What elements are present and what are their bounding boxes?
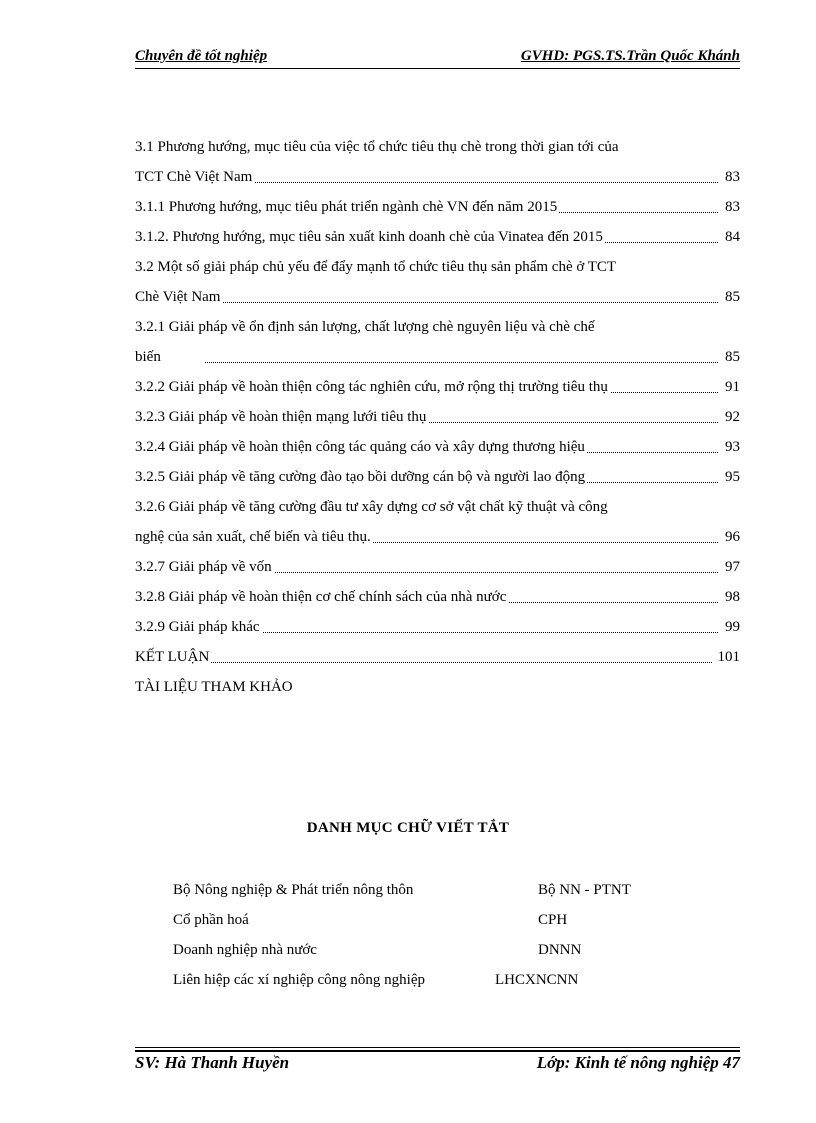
abbreviation-term: Bộ Nông nghiệp & Phát triển nông thôn [173, 882, 414, 898]
abbreviation-term: Liên hiệp các xí nghiệp công nông nghiệp [173, 972, 426, 988]
toc-page-number: 83 [719, 162, 740, 192]
abbreviation-row [173, 905, 673, 935]
abbreviation-term: Doanh nghiệp nhà nước [173, 942, 317, 958]
toc-line [135, 132, 740, 162]
toc-line-text: 3.2.4 Giải pháp về hoàn thiện công tác quảng cáo và xây dựng thương hiệu [135, 439, 585, 455]
toc-line-text: 3.2.9 Giải pháp khác [135, 619, 260, 635]
toc-line-text: 3.1.1 Phương hướng, mục tiêu phát triển ngành chè VN đến năm 2015 [135, 199, 558, 215]
abbreviations-list [173, 875, 673, 995]
toc-line [135, 552, 740, 582]
toc-line [135, 672, 740, 702]
toc-line [135, 432, 740, 462]
toc-page-number: 101 [712, 642, 741, 672]
toc-line-text: TÀI LIỆU THAM KHẢO [135, 679, 293, 695]
toc-line [135, 282, 740, 312]
header-rule [135, 68, 740, 69]
footer-class: Lớp: Kinh tế nông nghiệp 47 [536, 1053, 740, 1072]
toc-line-text: 3.2.1 Giải pháp về ổn định sản lượng, chất lượng chè nguyên liệu và chè chế [135, 312, 740, 342]
toc-line [135, 192, 740, 222]
abbreviation-short: LHCXNCNN [495, 972, 579, 988]
toc-line-text: 3.1 Phương hướng, mục tiêu của việc tổ chức tiêu thụ chè trong thời gian tới của [135, 132, 740, 162]
toc-page-number: 97 [719, 552, 740, 582]
toc-line-text: TCT Chè Việt Nam [135, 169, 253, 185]
toc-line-text: Chè Việt Nam [135, 289, 221, 305]
toc-line [135, 582, 740, 612]
toc-line [135, 162, 740, 192]
toc-line [135, 492, 740, 522]
toc-line [135, 372, 740, 402]
toc-line-text: biến [135, 349, 161, 365]
toc-line-text: 3.2.2 Giải pháp về hoàn thiện công tác nghiên cứu, mở rộng thị trường tiêu thụ [135, 379, 608, 395]
toc-page-number: 93 [719, 432, 740, 462]
toc-page-number: 83 [719, 192, 740, 222]
toc-line-text: 3.2.7 Giải pháp về vốn [135, 559, 272, 575]
footer-rule-thick [135, 1050, 740, 1052]
toc-page-number: 85 [719, 282, 740, 312]
toc-page-number: 84 [719, 222, 740, 252]
toc-line-text: 3.2.8 Giải pháp về hoàn thiện cơ chế chính sách của nhà nước [135, 589, 507, 605]
toc-page-number: 91 [719, 372, 740, 402]
toc-line-text: 3.2.5 Giải pháp về tăng cường đào tạo bồi dưỡng cán bộ và người lao động [135, 469, 586, 485]
toc-page-number: 95 [719, 462, 740, 492]
toc-line [135, 342, 740, 372]
abbreviation-short: Bộ NN - PTNT [538, 882, 631, 898]
toc-line-text: nghệ của sản xuất, chế biến và tiêu thụ. [135, 529, 371, 545]
toc-line [135, 642, 740, 672]
toc-line [135, 222, 740, 252]
toc-line-text: 3.2.3 Giải pháp về hoàn thiện mạng lưới tiêu thụ [135, 409, 427, 425]
toc-page-number: 96 [719, 522, 740, 552]
abbreviation-row [173, 965, 673, 995]
toc-leader [205, 362, 740, 363]
toc-line-text: 3.2.6 Giải pháp về tăng cường đầu tư xây dựng cơ sở vật chất kỹ thuật và công [135, 492, 740, 522]
footer-rule-thin [135, 1047, 740, 1048]
toc-line [135, 252, 740, 282]
toc-leader [135, 662, 740, 663]
header-advisor: GVHD: PGS.TS.Trần Quốc Khánh [520, 48, 740, 64]
toc-line [135, 312, 740, 342]
toc-line-text: 3.2 Một số giải pháp chủ yếu để đẩy mạnh tổ chức tiêu thụ sản phẩm chè ở TCT [135, 252, 740, 282]
page-header [135, 48, 740, 68]
abbreviations-title: DANH MỤC CHỮ VIẾT TẮT [306, 820, 510, 836]
abbreviation-row [173, 935, 673, 965]
toc-line [135, 522, 740, 552]
header-title: Chuyên đề tốt nghiệp [135, 48, 268, 64]
abbreviation-row [173, 875, 673, 905]
toc-leader [135, 302, 740, 303]
toc-line-text: KẾT LUẬN [135, 649, 210, 665]
toc-page-number: 85 [719, 342, 740, 372]
toc-page-number: 92 [719, 402, 740, 432]
page-footer [135, 1053, 740, 1075]
footer-student: SV: Hà Thanh Huyền [135, 1053, 290, 1072]
abbreviation-short: DNNN [538, 942, 582, 958]
toc-page-number: 98 [719, 582, 740, 612]
abbreviation-short: CPH [538, 912, 568, 928]
toc-line [135, 402, 740, 432]
table-of-contents [135, 132, 740, 702]
abbreviation-term: Cổ phần hoá [173, 912, 249, 928]
toc-line [135, 612, 740, 642]
toc-page-number: 99 [719, 612, 740, 642]
toc-line-text: 3.1.2. Phương hướng, mục tiêu sản xuất kinh doanh chè của Vinatea đến 2015 [135, 229, 603, 245]
toc-line [135, 462, 740, 492]
